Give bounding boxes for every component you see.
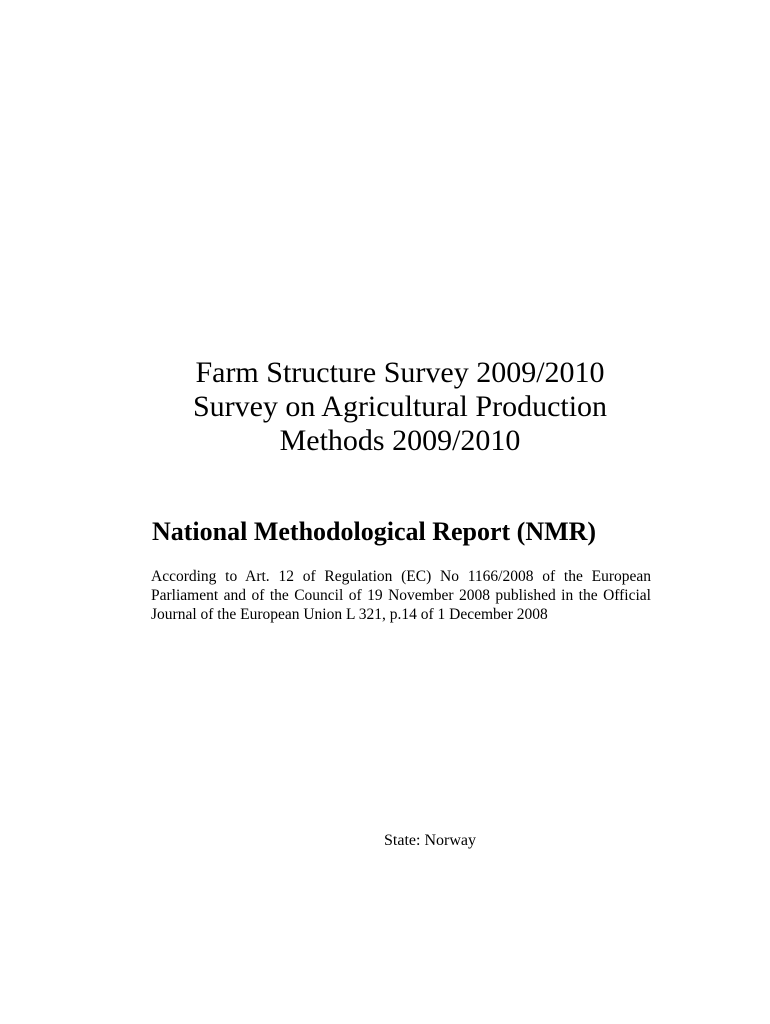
state-label: State: Norway	[384, 832, 476, 849]
title-line-1: Farm Structure Survey 2009/2010	[195, 356, 605, 389]
title-line-3: Methods 2009/2010	[279, 424, 521, 457]
regulation-paragraph: According to Art. 12 of Regulation (EC) No 1166/2008 of the European Parliament and of the Council of 19 November 2008 published in the Official Journal of the European Union L 321, p.14 of 1 December 2008	[151, 568, 651, 623]
report-title: National Methodological Report (NMR)	[152, 517, 597, 546]
survey-title	[0, 356, 770, 458]
title-line-2: Survey on Agricultural Production	[192, 390, 608, 423]
